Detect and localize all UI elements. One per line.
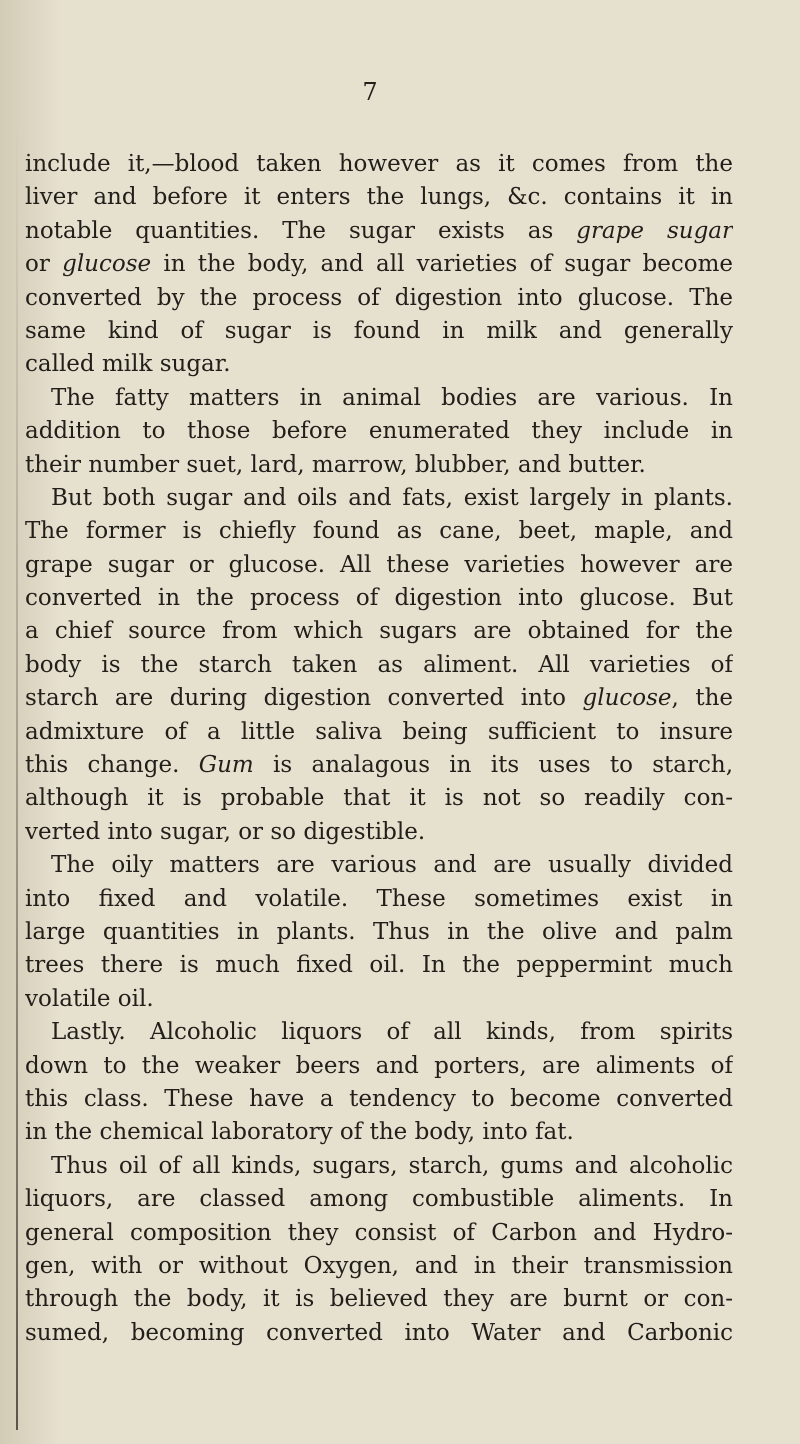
body-text <box>25 148 733 1350</box>
text-line <box>25 682 733 715</box>
text-line <box>25 148 733 181</box>
text-run: body is the starch taken as aliment. All varieties of <box>25 651 733 678</box>
text-line <box>25 181 733 214</box>
italic-term: glucose <box>62 251 152 278</box>
text-run: The oily matters are various and are usually divided <box>51 852 733 879</box>
text-run: in the body, and all varieties of sugar become <box>151 251 733 278</box>
text-run: down to the weaker beers and porters, are aliments of <box>25 1052 733 1079</box>
text-run: same kind of sugar is found in milk and generally <box>25 317 733 344</box>
text-run: sumed, becoming converted into Water and Carbonic <box>25 1319 733 1346</box>
text-run: or <box>25 251 63 278</box>
text-line <box>25 983 733 1016</box>
text-line <box>25 615 733 648</box>
text-line <box>25 1050 733 1083</box>
text-line <box>25 382 733 415</box>
text-line <box>25 515 733 548</box>
text-run: large quantities in plants. Thus in the olive and palm <box>25 918 733 945</box>
text-line <box>25 716 733 749</box>
text-run: The fatty matters in animal bodies are various. In <box>51 384 733 411</box>
text-run: The former is chiefly found as cane, beet, maple, and <box>25 518 733 545</box>
text-line <box>25 582 733 615</box>
text-line <box>25 749 733 782</box>
text-run: this class. These have a tendency to become converted <box>25 1085 733 1112</box>
text-run: Lastly. Alcoholic liquors of all kinds, from spirits <box>51 1019 733 1046</box>
text-run: verted into sugar, or so digestible. <box>25 818 426 845</box>
text-run: addition to those before enumerated they include in <box>25 418 733 445</box>
text-run: volatile oil. <box>25 985 154 1012</box>
page-number: 7 <box>362 78 378 106</box>
text-run: liquors, are classed among combustible aliments. In <box>25 1186 733 1213</box>
text-line <box>25 849 733 882</box>
text-line <box>25 1150 733 1183</box>
text-run: liver and before it enters the lungs, &c. contains it in <box>25 184 733 211</box>
text-line <box>25 1217 733 1250</box>
italic-term: Gum <box>198 752 254 779</box>
text-run: grape sugar or glucose. All these varieties however are <box>25 551 733 578</box>
text-run: general composition they consist of Carbon and Hydro- <box>25 1219 733 1246</box>
text-line <box>25 415 733 448</box>
text-line <box>25 1283 733 1316</box>
text-run: include it,—blood taken however as it comes from the <box>25 151 733 177</box>
text-run: notable quantities. The sugar exists as <box>25 217 577 244</box>
text-line <box>25 1083 733 1116</box>
binding-gutter <box>16 120 18 1430</box>
text-line <box>25 816 733 849</box>
text-line <box>25 782 733 815</box>
text-line <box>25 549 733 582</box>
text-line <box>25 482 733 515</box>
text-line <box>25 282 733 315</box>
text-run: this change. <box>25 752 199 779</box>
text-line <box>25 1116 733 1149</box>
text-run: gen, with or without Oxygen, and in their transmission <box>25 1252 733 1279</box>
text-run: trees there is much fixed oil. In the peppermint much <box>25 952 733 979</box>
text-line <box>25 916 733 949</box>
text-run: into fixed and volatile. These sometimes exist in <box>25 885 733 912</box>
text-line <box>25 883 733 916</box>
text-run: converted in the process of digestion into glucose. But <box>25 585 733 612</box>
text-run: is analagous in its uses to starch, <box>253 752 733 779</box>
text-run: But both sugar and oils and fats, exist largely in plants. <box>51 484 733 511</box>
text-line <box>25 315 733 348</box>
text-line <box>25 1183 733 1216</box>
text-line <box>25 449 733 482</box>
text-line <box>25 1317 733 1350</box>
text-run: although it is probable that it is not so readily con- <box>25 785 733 812</box>
text-line <box>25 949 733 982</box>
italic-term: grape sugar <box>576 217 733 244</box>
italic-term: glucose <box>582 685 672 712</box>
text-line <box>25 649 733 682</box>
text-line <box>25 348 733 381</box>
text-run: converted by the process of digestion into glucose. The <box>25 284 733 311</box>
text-run: their number suet, lard, marrow, blubber, and butter. <box>25 451 646 478</box>
text-line <box>25 215 733 248</box>
text-line <box>25 248 733 281</box>
text-line <box>25 1016 733 1049</box>
text-run: a chief source from which sugars are obtained for the <box>25 618 733 645</box>
text-run: in the chemical laboratory of the body, into fat. <box>25 1119 574 1146</box>
text-line <box>25 1250 733 1283</box>
text-run: Thus oil of all kinds, sugars, starch, gums and alcoholic <box>51 1152 733 1179</box>
text-run: , the <box>671 685 733 712</box>
text-run: admixture of a little saliva being sufficient to insure <box>25 718 733 745</box>
text-run: called milk sugar. <box>25 351 231 378</box>
text-run: starch are during digestion converted into <box>25 685 583 712</box>
text-run: through the body, it is believed they are burnt or con- <box>25 1286 733 1313</box>
